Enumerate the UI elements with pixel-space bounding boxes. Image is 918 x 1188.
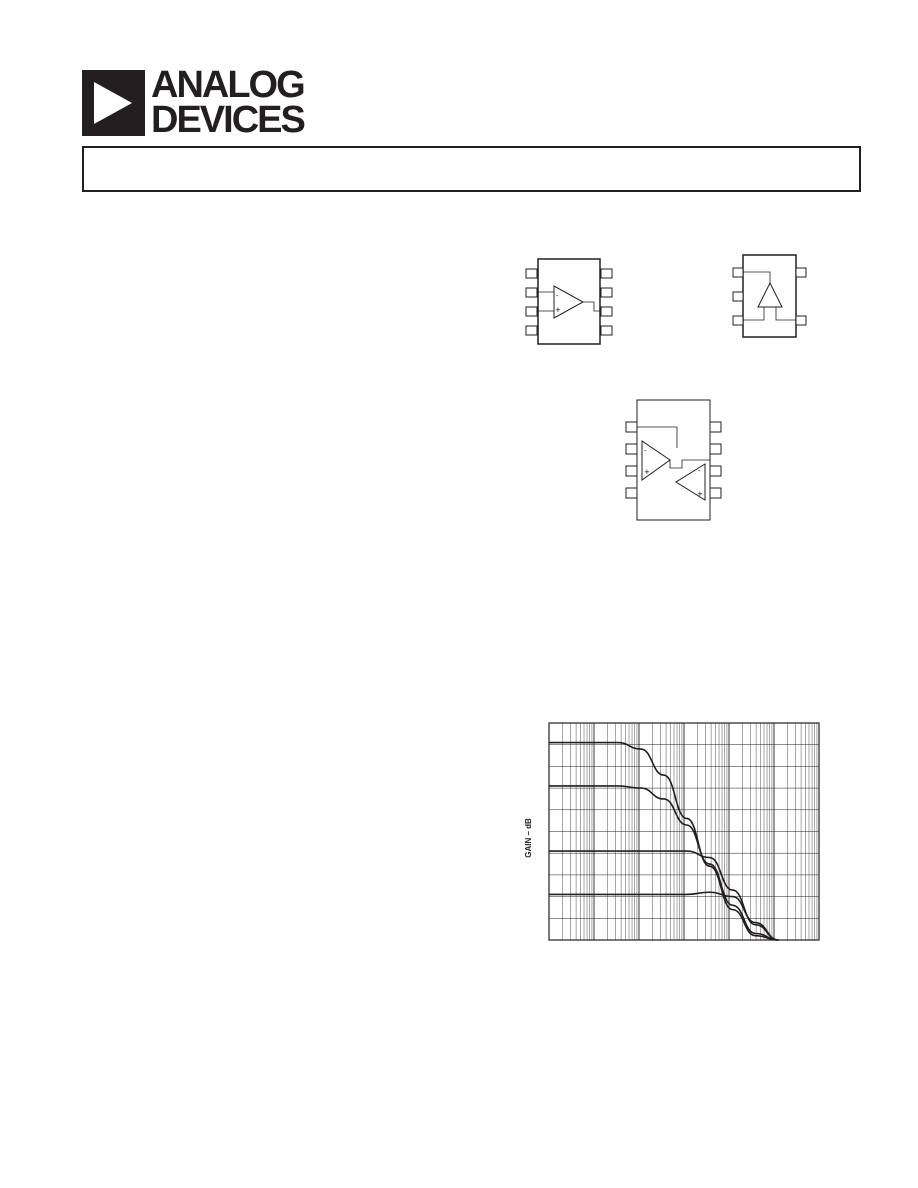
svg-text:+: + xyxy=(644,468,650,476)
svg-text:-: - xyxy=(644,447,647,455)
analog-devices-logo xyxy=(82,64,312,141)
pin-diagram-single-8lead xyxy=(522,256,616,346)
gain-vs-frequency-chart xyxy=(518,718,824,946)
logo-triangle-icon xyxy=(82,70,145,136)
pin-diagram-dual-8lead xyxy=(622,398,726,522)
chart-svg xyxy=(518,718,824,946)
pin-diagram-5lead xyxy=(730,253,812,339)
svg-text:-: - xyxy=(556,292,559,300)
chart-y-axis-label: GAIN – dB xyxy=(524,818,533,858)
logo-text-line1: ANALOG xyxy=(151,64,304,106)
svg-text:-: - xyxy=(698,467,701,475)
svg-text:+: + xyxy=(555,306,561,314)
logo-text-line2: DEVICES xyxy=(151,99,304,141)
title-box xyxy=(82,146,861,192)
svg-text:+: + xyxy=(697,490,703,498)
